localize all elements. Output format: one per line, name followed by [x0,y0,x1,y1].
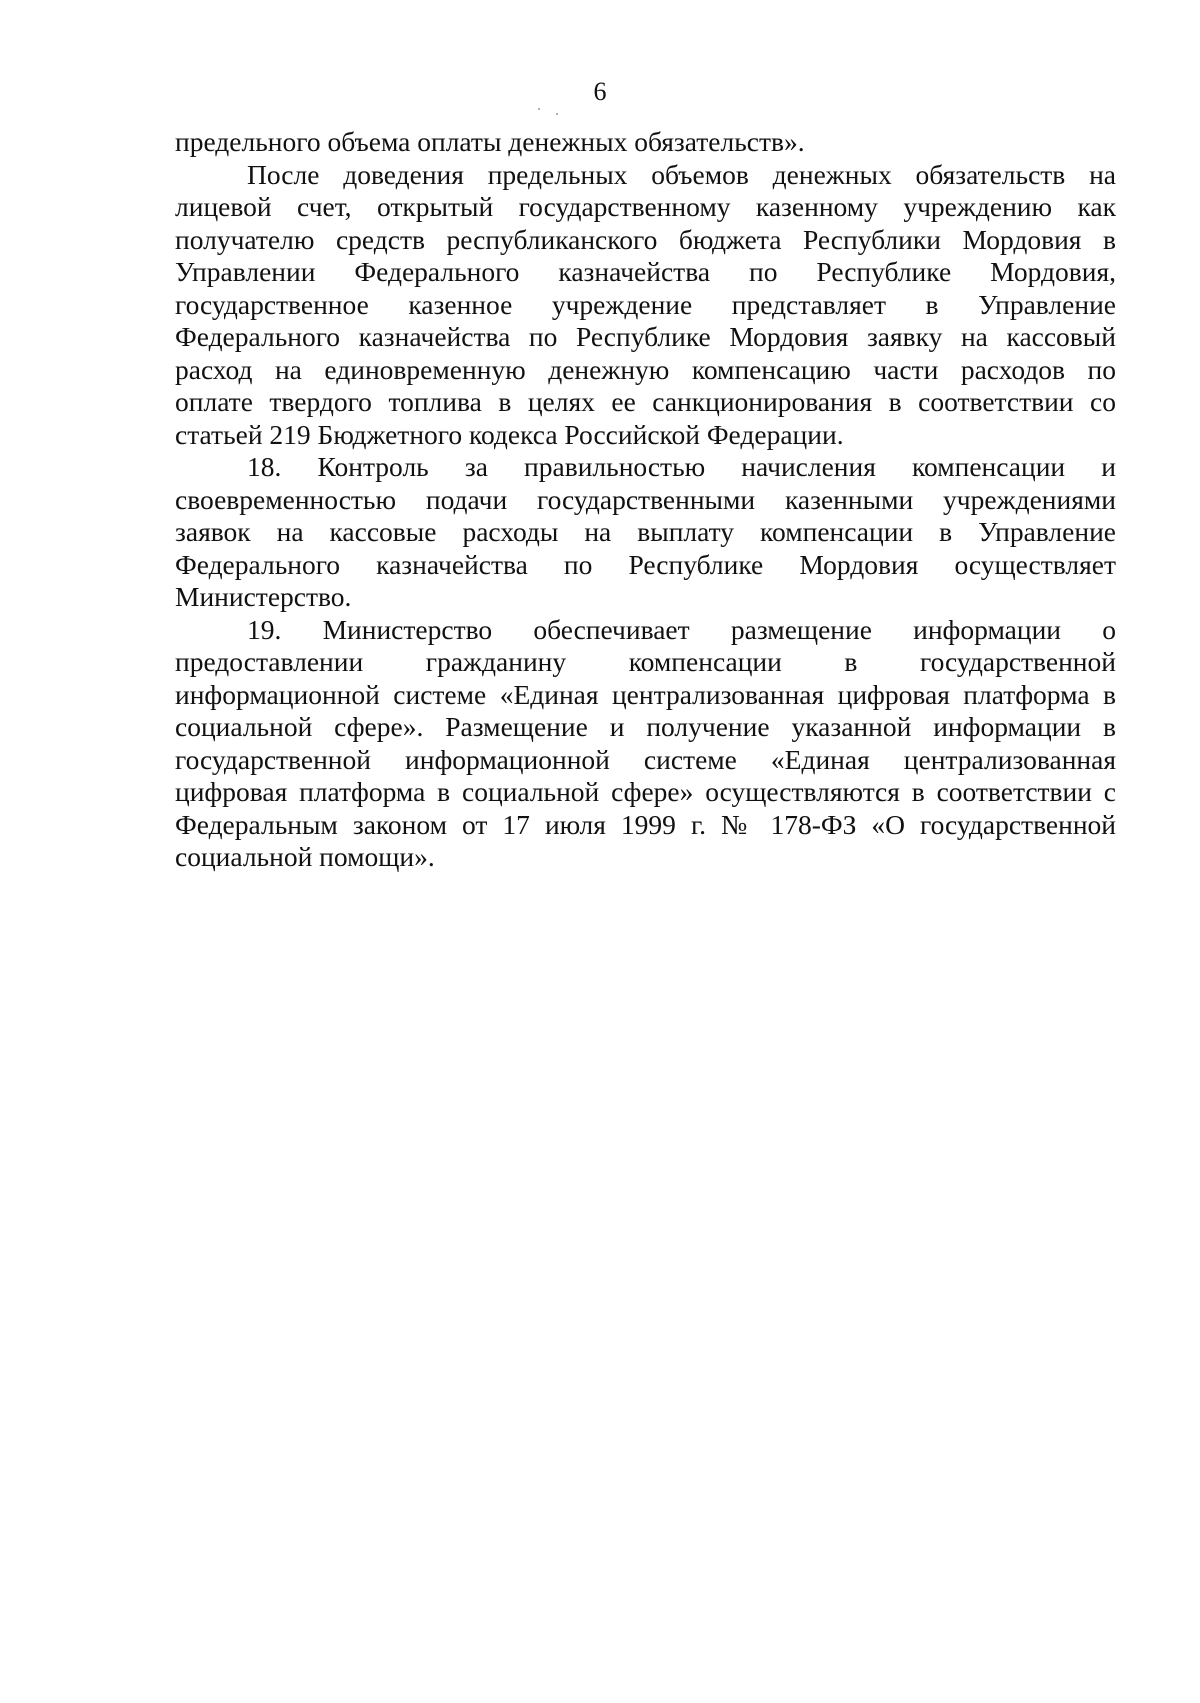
text-line: статьей 219 Бюджетного кодекса Российской Федерации. [175,418,844,450]
text-line: социальной сфере». Размещение и получение указанной информации в [175,711,1116,742]
text-line: Федеральным законом от 17 июля 1999 г. № 178-ФЗ «О государственной [175,808,1116,840]
text-line: После доведения предельных объемов денежных обязательств на [247,158,1116,190]
page-number: 6 [593,77,607,106]
text-line: государственной информационной системе «Единая централизованная [175,743,1116,775]
text-line: расход на единовременную денежную компенсацию части расходов по [175,353,1116,385]
text-line: получателю средств республиканского бюджета Республики Мордовия в [175,223,1116,255]
text-line: своевременностью подачи государственными казенными учреждениями [175,483,1116,515]
text-line: предельного объема оплаты денежных обязательств». [175,126,805,157]
text-line: предоставлении гражданину компенсации в государственной [175,646,1116,677]
scan-speck [538,108,540,110]
text-line: 19. Министерство обеспечивает размещение информации о [247,613,1116,645]
text-line: цифровая платформа в социальной сфере» осуществляются в соответствии с [175,776,1116,807]
text-line: Федерального казначейства по Республике Мордовия заявку на кассовый [175,321,1116,352]
text-line: заявок на кассовые расходы на выплату компенсации в Управление [175,516,1116,547]
text-line: информационной системе «Единая централизованная цифровая платформа в [175,678,1116,710]
scan-speck [556,113,558,115]
text-line: Министерство. [175,581,352,612]
text-line: государственное казенное учреждение представляет в Управление [175,288,1116,320]
text-line: социальной помощи». [175,841,435,872]
text-line: Федерального казначейства по Республике Мордовия осуществляет [175,548,1116,580]
text-line: лицевой счет, открытый государственному казенному учреждению как [175,191,1116,222]
text-line: Управлении Федерального казначейства по Республике Мордовия, [175,256,1116,287]
document-body [175,126,1116,874]
text-line: 18. Контроль за правильностью начисления компенсации и [247,451,1116,482]
text-line: оплате твердого топлива в целях ее санкционирования в соответствии со [175,386,1116,417]
